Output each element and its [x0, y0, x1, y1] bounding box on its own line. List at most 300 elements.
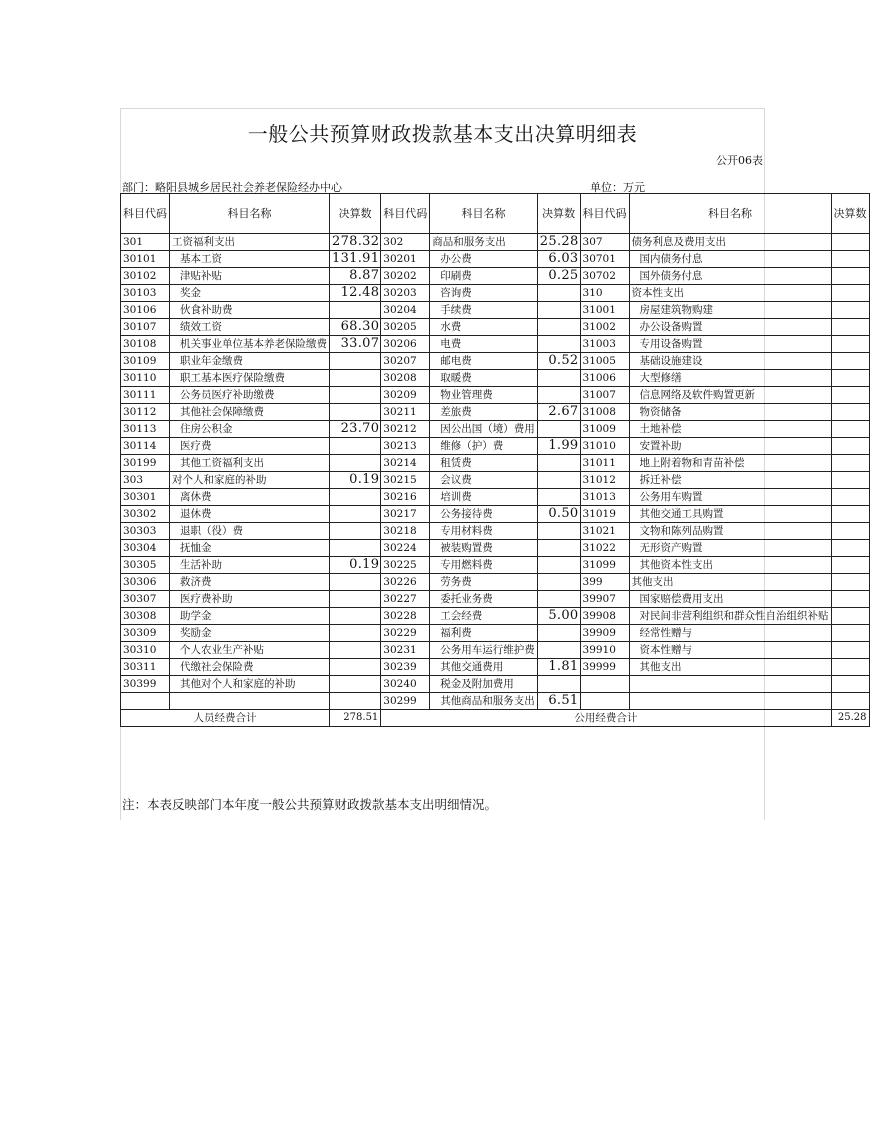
header-cell: 决算数 — [330, 194, 381, 234]
subject-name-cell: 租赁费 — [430, 455, 538, 472]
table-row — [121, 268, 870, 285]
subject-code-cell: 31005 — [580, 353, 629, 370]
subject-code-cell: 30227 — [381, 591, 430, 608]
subject-name-cell: 个人农业生产补贴 — [170, 642, 330, 659]
subject-code-cell: 39910 — [580, 642, 629, 659]
subject-name-cell: 无形资产购置 — [629, 540, 831, 557]
amount-cell — [537, 421, 580, 438]
subject-code-cell: 30203 — [381, 285, 430, 302]
subject-code-cell: 39907 — [580, 591, 629, 608]
subject-name-cell: 公务接待费 — [430, 506, 538, 523]
table-row — [121, 591, 870, 608]
table-row — [121, 472, 870, 489]
subject-name-cell: 津贴补贴 — [170, 268, 330, 285]
subject-code-cell: 31007 — [580, 387, 629, 404]
amount-cell: 1.99 — [537, 438, 580, 455]
subject-name-cell: 物资储备 — [629, 404, 831, 421]
public-total-label: 公用经费合计 — [381, 710, 831, 727]
amount-cell — [831, 693, 869, 710]
subject-code-cell: 30111 — [121, 387, 170, 404]
public-total-value: 25.28 — [831, 710, 869, 727]
amount-cell — [537, 676, 580, 693]
subject-name-cell: 公务用车运行维护费 — [430, 642, 538, 659]
subject-name-cell: 商品和服务支出 — [430, 234, 538, 251]
table-row — [121, 370, 870, 387]
subject-name-cell: 公务用车购置 — [629, 489, 831, 506]
subject-name-cell: 对民间非营利组织和群众性自治组织补贴 — [629, 608, 831, 625]
amount-cell — [831, 523, 869, 540]
amount-cell: 5.00 — [537, 608, 580, 625]
subject-code-cell: 31003 — [580, 336, 629, 353]
subject-code-cell: 30311 — [121, 659, 170, 676]
table-row — [121, 421, 870, 438]
form-code: 公开06表 — [716, 154, 763, 167]
subject-name-cell: 基础设施建设 — [629, 353, 831, 370]
subject-name-cell: 会议费 — [430, 472, 538, 489]
subject-name-cell: 因公出国（境）费用 — [430, 421, 538, 438]
subject-code-cell: 30206 — [381, 336, 430, 353]
subject-name-cell: 抚恤金 — [170, 540, 330, 557]
amount-cell — [330, 506, 381, 523]
amount-cell — [537, 285, 580, 302]
table-row — [121, 319, 870, 336]
subject-code-cell: 30218 — [381, 523, 430, 540]
amount-cell — [330, 540, 381, 557]
subject-name-cell: 差旅费 — [430, 404, 538, 421]
subject-code-cell: 30229 — [381, 625, 430, 642]
table-row — [121, 540, 870, 557]
header-cell: 科目代码 — [580, 194, 629, 234]
amount-cell — [537, 489, 580, 506]
subject-name-cell: 工会经费 — [430, 608, 538, 625]
amount-cell — [537, 642, 580, 659]
subject-name-cell: 资本性支出 — [629, 285, 831, 302]
amount-cell — [330, 370, 381, 387]
amount-cell — [537, 523, 580, 540]
header-cell: 决算数 — [831, 194, 869, 234]
subject-name-cell: 土地补偿 — [629, 421, 831, 438]
subject-code-cell: 30216 — [381, 489, 430, 506]
subject-code-cell: 31013 — [580, 489, 629, 506]
amount-cell — [831, 591, 869, 608]
subject-code-cell: 30108 — [121, 336, 170, 353]
subject-code-cell: 30701 — [580, 251, 629, 268]
amount-cell: 25.28 — [537, 234, 580, 251]
subject-name-cell: 培训费 — [430, 489, 538, 506]
amount-cell — [330, 574, 381, 591]
subject-name-cell: 印刷费 — [430, 268, 538, 285]
subject-code-cell: 39909 — [580, 625, 629, 642]
subject-name-cell: 大型修缮 — [629, 370, 831, 387]
subject-name-cell: 专用设备购置 — [629, 336, 831, 353]
subject-name-cell: 机关事业单位基本养老保险缴费 — [170, 336, 330, 353]
footnote: 注：本表反映部门本年度一般公共预算财政拨款基本支出明细情况。 — [122, 797, 498, 812]
amount-cell — [330, 676, 381, 693]
subject-name-cell: 资本性赠与 — [629, 642, 831, 659]
table-row — [121, 438, 870, 455]
amount-cell — [537, 540, 580, 557]
amount-cell — [537, 336, 580, 353]
table-row — [121, 251, 870, 268]
amount-cell — [537, 302, 580, 319]
subject-name-cell: 咨询费 — [430, 285, 538, 302]
subject-code-cell: 30114 — [121, 438, 170, 455]
subject-name-cell: 奖励金 — [170, 625, 330, 642]
amount-cell: 0.19 — [330, 472, 381, 489]
subject-code-cell: 30211 — [381, 404, 430, 421]
amount-cell: 8.87 — [330, 268, 381, 285]
subject-code-cell — [121, 693, 170, 710]
subject-code-cell: 30310 — [121, 642, 170, 659]
table-row — [121, 489, 870, 506]
amount-cell — [831, 608, 869, 625]
table-row — [121, 404, 870, 421]
amount-cell: 1.81 — [537, 659, 580, 676]
subject-code-cell: 39999 — [580, 659, 629, 676]
subject-code-cell: 31019 — [580, 506, 629, 523]
amount-cell — [330, 489, 381, 506]
subject-code-cell: 30103 — [121, 285, 170, 302]
amount-cell — [831, 676, 869, 693]
subject-name-cell: 劳务费 — [430, 574, 538, 591]
subject-name-cell: 文物和陈列品购置 — [629, 523, 831, 540]
amount-cell — [330, 523, 381, 540]
department-label: 部门：略阳县城乡居民社会养老保险经办中心 — [122, 181, 342, 194]
subject-name-cell: 救济费 — [170, 574, 330, 591]
amount-cell — [330, 625, 381, 642]
subject-code-cell: 39908 — [580, 608, 629, 625]
subject-code-cell: 30217 — [381, 506, 430, 523]
subject-code-cell: 30207 — [381, 353, 430, 370]
subject-code-cell: 31009 — [580, 421, 629, 438]
amount-cell — [831, 268, 869, 285]
subject-name-cell: 办公设备购置 — [629, 319, 831, 336]
subject-name-cell: 经常性赠与 — [629, 625, 831, 642]
subject-code-cell: 31022 — [580, 540, 629, 557]
amount-cell — [537, 591, 580, 608]
subject-name-cell: 国内债务付息 — [629, 251, 831, 268]
amount-cell — [831, 251, 869, 268]
subject-code-cell: 30199 — [121, 455, 170, 472]
subject-name-cell: 其他商品和服务支出 — [430, 693, 538, 710]
subject-code-cell — [580, 676, 629, 693]
subject-name-cell: 专用材料费 — [430, 523, 538, 540]
subject-code-cell: 30209 — [381, 387, 430, 404]
amount-cell — [537, 557, 580, 574]
subject-code-cell: 30226 — [381, 574, 430, 591]
amount-cell — [831, 421, 869, 438]
expenditure-table — [120, 193, 870, 727]
subject-code-cell: 31099 — [580, 557, 629, 574]
subject-code-cell: 30240 — [381, 676, 430, 693]
subject-name-cell: 住房公积金 — [170, 421, 330, 438]
subject-code-cell: 30301 — [121, 489, 170, 506]
header-cell: 科目名称 — [629, 194, 831, 234]
amount-cell — [831, 404, 869, 421]
subject-name-cell: 国家赔偿费用支出 — [629, 591, 831, 608]
table-row — [121, 506, 870, 523]
table-row — [121, 387, 870, 404]
subject-code-cell: 31011 — [580, 455, 629, 472]
amount-cell — [537, 625, 580, 642]
amount-cell: 2.67 — [537, 404, 580, 421]
amount-cell: 0.25 — [537, 268, 580, 285]
header-cell: 决算数 — [537, 194, 580, 234]
subject-name-cell: 信息网络及软件购置更新 — [629, 387, 831, 404]
amount-cell — [537, 387, 580, 404]
amount-cell — [831, 455, 869, 472]
amount-cell — [330, 591, 381, 608]
table-row — [121, 523, 870, 540]
report-title: 一般公共预算财政拨款基本支出决算明细表 — [247, 122, 638, 146]
amount-cell — [831, 387, 869, 404]
subject-code-cell: 30204 — [381, 302, 430, 319]
amount-cell: 278.32 — [330, 234, 381, 251]
amount-cell: 0.52 — [537, 353, 580, 370]
amount-cell: 68.30 — [330, 319, 381, 336]
amount-cell — [330, 642, 381, 659]
amount-cell — [831, 506, 869, 523]
subject-name-cell: 医疗费 — [170, 438, 330, 455]
table-row — [121, 285, 870, 302]
amount-cell: 6.51 — [537, 693, 580, 710]
subject-name-cell: 取暖费 — [430, 370, 538, 387]
subject-name-cell: 伙食补助费 — [170, 302, 330, 319]
subject-name-cell: 被装购置费 — [430, 540, 538, 557]
subject-code-cell: 307 — [580, 234, 629, 251]
subject-name-cell: 绩效工资 — [170, 319, 330, 336]
subject-name-cell: 奖金 — [170, 285, 330, 302]
subject-name-cell: 其他工资福利支出 — [170, 455, 330, 472]
subject-code-cell: 30112 — [121, 404, 170, 421]
subject-name-cell: 地上附着物和青苗补偿 — [629, 455, 831, 472]
amount-cell — [330, 438, 381, 455]
subject-code-cell: 31008 — [580, 404, 629, 421]
subject-code-cell: 30307 — [121, 591, 170, 608]
amount-cell — [831, 302, 869, 319]
amount-cell — [831, 234, 869, 251]
subject-name-cell: 退职（役）费 — [170, 523, 330, 540]
amount-cell — [330, 693, 381, 710]
subject-code-cell: 30113 — [121, 421, 170, 438]
amount-cell — [537, 370, 580, 387]
amount-cell — [831, 489, 869, 506]
subject-code-cell: 30201 — [381, 251, 430, 268]
subject-code-cell: 30224 — [381, 540, 430, 557]
header-cell: 科目名称 — [430, 194, 538, 234]
subject-name-cell: 工资福利支出 — [170, 234, 330, 251]
amount-cell: 12.48 — [330, 285, 381, 302]
amount-cell — [330, 302, 381, 319]
subject-code-cell: 30101 — [121, 251, 170, 268]
amount-cell — [537, 472, 580, 489]
amount-cell — [330, 608, 381, 625]
table-row — [121, 642, 870, 659]
subject-code-cell: 30305 — [121, 557, 170, 574]
subject-code-cell: 30304 — [121, 540, 170, 557]
table-row — [121, 557, 870, 574]
table-row — [121, 455, 870, 472]
subject-code-cell: 399 — [580, 574, 629, 591]
amount-cell: 33.07 — [330, 336, 381, 353]
subject-name-cell: 维修（护）费 — [430, 438, 538, 455]
subject-name-cell: 物业管理费 — [430, 387, 538, 404]
subject-name-cell: 电费 — [430, 336, 538, 353]
subject-code-cell: 310 — [580, 285, 629, 302]
amount-cell — [330, 387, 381, 404]
subject-code-cell: 31012 — [580, 472, 629, 489]
subject-code-cell: 30702 — [580, 268, 629, 285]
subject-code-cell: 30306 — [121, 574, 170, 591]
amount-cell: 0.50 — [537, 506, 580, 523]
subject-name-cell: 委托业务费 — [430, 591, 538, 608]
amount-cell — [330, 353, 381, 370]
subject-code-cell — [580, 693, 629, 710]
subject-name-cell: 其他交通费用 — [430, 659, 538, 676]
amount-cell — [831, 336, 869, 353]
personnel-total-label: 人员经费合计 — [121, 710, 330, 727]
subject-code-cell: 31010 — [580, 438, 629, 455]
header-cell: 科目代码 — [121, 194, 170, 234]
amount-cell — [831, 438, 869, 455]
amount-cell — [831, 574, 869, 591]
table-row — [121, 625, 870, 642]
subject-name-cell: 水费 — [430, 319, 538, 336]
subject-name-cell — [170, 693, 330, 710]
amount-cell: 6.03 — [537, 251, 580, 268]
subject-code-cell: 30303 — [121, 523, 170, 540]
subject-code-cell: 30106 — [121, 302, 170, 319]
amount-cell: 0.19 — [330, 557, 381, 574]
amount-cell — [831, 472, 869, 489]
subject-code-cell: 31006 — [580, 370, 629, 387]
amount-cell — [537, 574, 580, 591]
subject-name-cell — [629, 676, 831, 693]
header-row — [121, 194, 870, 234]
subject-name-cell: 对个人和家庭的补助 — [170, 472, 330, 489]
subject-name-cell: 其他资本性支出 — [629, 557, 831, 574]
subject-name-cell: 离休费 — [170, 489, 330, 506]
subject-name-cell: 手续费 — [430, 302, 538, 319]
subject-name-cell: 其他社会保障缴费 — [170, 404, 330, 421]
subject-code-cell: 301 — [121, 234, 170, 251]
subject-name-cell: 房屋建筑物购建 — [629, 302, 831, 319]
subject-name-cell: 其他对个人和家庭的补助 — [170, 676, 330, 693]
table-row — [121, 353, 870, 370]
subject-code-cell: 30215 — [381, 472, 430, 489]
subject-name-cell: 其他交通工具购置 — [629, 506, 831, 523]
subject-code-cell: 30208 — [381, 370, 430, 387]
subject-name-cell: 职业年金缴费 — [170, 353, 330, 370]
amount-cell — [537, 319, 580, 336]
amount-cell: 23.70 — [330, 421, 381, 438]
subject-name-cell: 拆迁补偿 — [629, 472, 831, 489]
personnel-total-value: 278.51 — [330, 710, 381, 727]
subject-code-cell: 30109 — [121, 353, 170, 370]
subject-code-cell: 30110 — [121, 370, 170, 387]
subject-code-cell: 30239 — [381, 659, 430, 676]
subject-name-cell: 助学金 — [170, 608, 330, 625]
subject-code-cell: 31021 — [580, 523, 629, 540]
subject-code-cell: 30309 — [121, 625, 170, 642]
summary-row — [121, 710, 870, 727]
subject-code-cell: 30205 — [381, 319, 430, 336]
subject-name-cell: 福利费 — [430, 625, 538, 642]
subject-code-cell: 30107 — [121, 319, 170, 336]
subject-name-cell: 专用燃料费 — [430, 557, 538, 574]
table-row — [121, 574, 870, 591]
unit-label: 单位：万元 — [590, 181, 645, 194]
subject-code-cell: 30102 — [121, 268, 170, 285]
subject-name-cell: 邮电费 — [430, 353, 538, 370]
subject-name-cell: 基本工资 — [170, 251, 330, 268]
amount-cell — [831, 557, 869, 574]
subject-code-cell: 30399 — [121, 676, 170, 693]
subject-name-cell — [629, 693, 831, 710]
subject-name-cell: 债务利息及费用支出 — [629, 234, 831, 251]
table-row — [121, 676, 870, 693]
amount-cell — [330, 455, 381, 472]
subject-name-cell: 办公费 — [430, 251, 538, 268]
amount-cell — [831, 285, 869, 302]
amount-cell — [831, 642, 869, 659]
report-sheet — [120, 108, 867, 820]
table-row — [121, 659, 870, 676]
subject-code-cell: 30225 — [381, 557, 430, 574]
amount-cell — [831, 540, 869, 557]
subject-name-cell: 医疗费补助 — [170, 591, 330, 608]
header-cell: 科目名称 — [170, 194, 330, 234]
subject-name-cell: 安置补助 — [629, 438, 831, 455]
subject-code-cell: 30202 — [381, 268, 430, 285]
amount-cell — [831, 625, 869, 642]
subject-code-cell: 30214 — [381, 455, 430, 472]
amount-cell — [330, 659, 381, 676]
subject-name-cell: 其他支出 — [629, 574, 831, 591]
subject-code-cell: 30231 — [381, 642, 430, 659]
subject-name-cell: 税金及附加费用 — [430, 676, 538, 693]
subject-code-cell: 31002 — [580, 319, 629, 336]
amount-cell — [831, 319, 869, 336]
amount-cell — [537, 455, 580, 472]
subject-code-cell: 30308 — [121, 608, 170, 625]
amount-cell — [831, 659, 869, 676]
subject-code-cell: 30213 — [381, 438, 430, 455]
subject-name-cell: 职工基本医疗保险缴费 — [170, 370, 330, 387]
subject-name-cell: 生活补助 — [170, 557, 330, 574]
subject-name-cell: 退休费 — [170, 506, 330, 523]
amount-cell — [330, 404, 381, 421]
header-cell: 科目代码 — [381, 194, 430, 234]
subject-name-cell: 公务员医疗补助缴费 — [170, 387, 330, 404]
subject-code-cell: 302 — [381, 234, 430, 251]
subject-code-cell: 30299 — [381, 693, 430, 710]
subject-name-cell: 代缴社会保险费 — [170, 659, 330, 676]
amount-cell — [831, 353, 869, 370]
subject-name-cell: 国外债务付息 — [629, 268, 831, 285]
table-row — [121, 336, 870, 353]
table-row — [121, 234, 870, 251]
subject-code-cell: 30212 — [381, 421, 430, 438]
table-row — [121, 608, 870, 625]
subject-code-cell: 303 — [121, 472, 170, 489]
subject-code-cell: 30302 — [121, 506, 170, 523]
table-row — [121, 302, 870, 319]
amount-cell: 131.91 — [330, 251, 381, 268]
amount-cell — [831, 370, 869, 387]
subject-code-cell: 31001 — [580, 302, 629, 319]
subject-code-cell: 30228 — [381, 608, 430, 625]
